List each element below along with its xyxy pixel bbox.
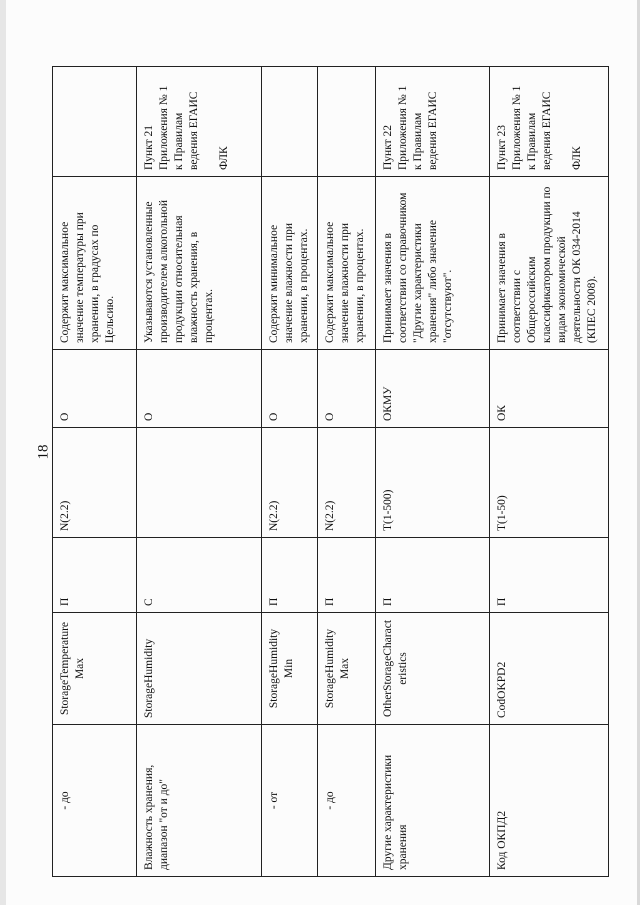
cell-reference: Пункт 21 Приложения № 1 к Правилам ведения ЕГАИС ФЛК bbox=[137, 67, 262, 177]
cell-type: П bbox=[490, 538, 609, 613]
cell-name: Другие характеристики хранения bbox=[376, 725, 490, 877]
cell-mandatory: ОКМУ bbox=[376, 350, 490, 428]
page-number: 18 bbox=[35, 444, 52, 460]
cell-element: StorageHumidity Min bbox=[262, 613, 318, 725]
cell-description: Содержит минимальное значение влажности при хранении, в процентах. bbox=[262, 177, 318, 350]
cell-format: N(2.2) bbox=[318, 428, 376, 538]
cell-element: OtherStorageCharacteristics bbox=[376, 613, 490, 725]
cell-name: - до bbox=[53, 725, 137, 877]
cell-name: Влажность хранения, диапазон "от и до" bbox=[137, 725, 262, 877]
cell-format: Т(1-50) bbox=[490, 428, 609, 538]
cell-mandatory: ОК bbox=[490, 350, 609, 428]
table-row bbox=[318, 67, 376, 877]
rotated-table-wrapper bbox=[52, 67, 608, 877]
cell-format: Т(1-500) bbox=[376, 428, 490, 538]
cell-element: StorageHumidity Max bbox=[318, 613, 376, 725]
cell-description: Принимает значения в соответствии с Общероссийским классификатором продукции по видам экономической деятельности ОК 034-2014 (КПЕС 2008). bbox=[490, 177, 609, 350]
cell-mandatory: О bbox=[53, 350, 137, 428]
cell-name: - до bbox=[318, 725, 376, 877]
cell-reference: Пункт 23 Приложения № 1 к Правилам ведения ЕГАИС ФЛК bbox=[490, 67, 609, 177]
table-row bbox=[376, 67, 490, 877]
cell-description: Указываются установленные производителем алкогольной продукции относительная влажность хранения, в процентах. bbox=[137, 177, 262, 350]
cell-reference bbox=[318, 67, 376, 177]
cell-mandatory: О bbox=[262, 350, 318, 428]
cell-name: Код ОКПД2 bbox=[490, 725, 609, 877]
cell-name: - от bbox=[262, 725, 318, 877]
cell-format: N(2.2) bbox=[262, 428, 318, 538]
cell-type: П bbox=[376, 538, 490, 613]
table-row bbox=[262, 67, 318, 877]
cell-format bbox=[137, 428, 262, 538]
cell-element: StorageHumidity bbox=[137, 613, 262, 725]
cell-reference bbox=[53, 67, 137, 177]
cell-type: П bbox=[318, 538, 376, 613]
cell-type: С bbox=[137, 538, 262, 613]
cell-element: StorageTemperatureMax bbox=[53, 613, 137, 725]
table-row bbox=[53, 67, 137, 877]
cell-description: Содержит максимальное значение влажности при хранении, в процентах. bbox=[318, 177, 376, 350]
scan-edge-left bbox=[0, 0, 6, 905]
cell-type: П bbox=[262, 538, 318, 613]
cell-format: N(2.2) bbox=[53, 428, 137, 538]
cell-description: Содержит максимальное значение температуры при хранении, в градусах по Цельсию. bbox=[53, 177, 137, 350]
cell-element: CodOKPD2 bbox=[490, 613, 609, 725]
cell-description: Принимает значения в соответствии со справочником "Другие характеристики хранения" либо значение "отсутствуют". bbox=[376, 177, 490, 350]
cell-mandatory: О bbox=[318, 350, 376, 428]
cell-mandatory: О bbox=[137, 350, 262, 428]
cell-reference bbox=[262, 67, 318, 177]
cell-type: П bbox=[53, 538, 137, 613]
cell-reference: Пункт 22 Приложения № 1 к Правилам ведения ЕГАИС bbox=[376, 67, 490, 177]
table-row bbox=[490, 67, 609, 877]
specification-table bbox=[52, 66, 609, 877]
table-row bbox=[137, 67, 262, 877]
